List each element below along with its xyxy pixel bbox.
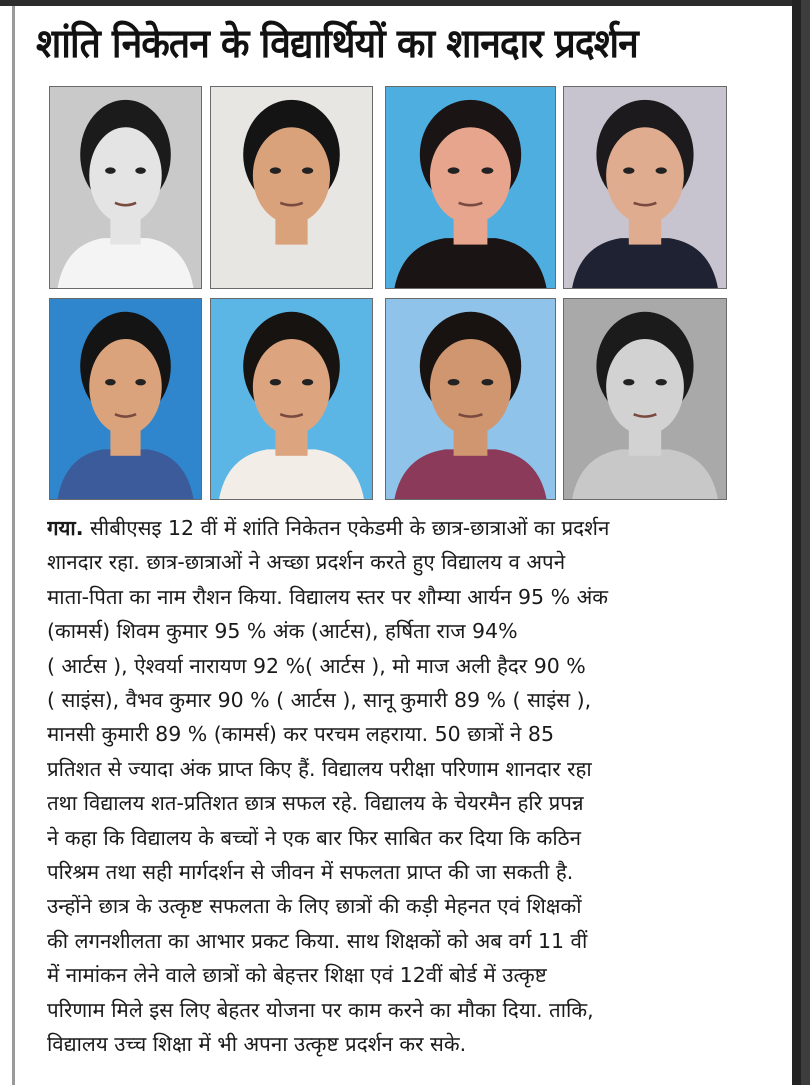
article-line: (कामर्स) शिवम कुमार 95 % अंक (आर्टस), हर्षिता राज 94%	[47, 619, 518, 644]
article-line-0	[47, 511, 729, 545]
article-line: ( साइंस), वैभव कुमार 90 % ( आर्टस ), सानू कुमारी 89 % ( साइंस ),	[47, 688, 592, 713]
headline: शांति निकेतन के विद्यार्थियों का शानदार प्रदर्शन	[36, 21, 638, 67]
student-photo	[49, 298, 202, 500]
portrait-eye	[302, 167, 313, 173]
student-photo	[49, 86, 202, 289]
portrait-eye	[656, 379, 667, 385]
portrait-face	[253, 127, 330, 223]
article-line: परिणाम मिले इस लिए बेहतर योजना पर काम करने का मौका दिया. ताकि,	[47, 997, 594, 1022]
portrait-graphic	[211, 299, 372, 499]
portrait-graphic	[386, 87, 555, 288]
student-photo	[210, 86, 373, 289]
portrait-face	[89, 127, 161, 223]
portrait-eye	[623, 167, 634, 173]
student-photo	[210, 298, 373, 500]
article-line: उन्होंने छात्र के उत्कृष्ट सफलता के लिए छात्रों की कड़ी मेहनत एवं शिक्षकों	[47, 894, 582, 919]
article-line: परिश्रम तथा सही मार्गदर्शन से जीवन में सफलता प्राप्त की जा सकती है.	[47, 860, 574, 885]
column-rule	[12, 6, 15, 1085]
article-line: विद्यालय उच्च शिक्षा में भी अपना उत्कृष्ट प्रदर्शन कर सके.	[47, 1032, 467, 1057]
portrait-eye	[448, 167, 460, 173]
viewer-background-edge	[792, 0, 801, 1085]
portrait-eye	[135, 379, 146, 385]
portrait-face	[253, 339, 330, 435]
article-text: सीबीएसइ 12 वीं में शांति निकेतन एकेडमी के छात्र-छात्राओं का प्रदर्शन	[83, 516, 610, 540]
article-line: ( आर्टस ), ऐश्वर्या नारायण 92 %( आर्टस ), मो माज अली हैदर 90 %	[47, 653, 586, 678]
article-line: की लगनशीलता का आभार प्रकट किया. साथ शिक्षकों को अब वर्ग 11 वीं	[47, 928, 588, 953]
student-photo	[385, 298, 556, 500]
portrait-graphic	[211, 87, 372, 288]
dateline: गया.	[47, 516, 84, 540]
portrait-eye	[481, 167, 493, 173]
portrait-eye	[270, 167, 281, 173]
article-line: मानसी कुमारी 89 % (कामर्स) कर परचम लहराया. 50 छात्रों ने 85	[47, 722, 555, 747]
portrait-eye	[105, 379, 116, 385]
portrait-face	[606, 339, 684, 435]
portrait-eye	[481, 379, 493, 385]
student-photo	[563, 298, 727, 500]
article-line: शानदार रहा. छात्र-छात्राओं ने अच्छा प्रदर्शन करते हुए विद्यालय व अपने	[47, 550, 566, 575]
portrait-face	[430, 339, 511, 435]
portrait-eye	[656, 167, 667, 173]
viewer-scrollbar-track[interactable]	[801, 0, 810, 1085]
portrait-eye	[302, 379, 313, 385]
portrait-face	[89, 339, 161, 435]
portrait-graphic	[564, 299, 726, 499]
article-line: ने कहा कि विद्यालय के बच्चों ने एक बार फिर साबित कर दिया कि कठिन	[47, 825, 581, 850]
portrait-eye	[270, 379, 281, 385]
portrait-graphic	[50, 299, 201, 499]
portrait-face	[430, 127, 511, 223]
portrait-graphic	[386, 299, 555, 499]
portrait-face	[606, 127, 684, 223]
portrait-eye	[448, 379, 460, 385]
student-photo	[563, 86, 727, 289]
article-body	[47, 511, 729, 1062]
top-dark-bar	[0, 0, 810, 6]
portrait-eye	[135, 167, 146, 173]
portrait-graphic	[564, 87, 726, 288]
article-line: में नामांकन लेने वाले छात्रों को बेहत्तर शिक्षा एवं 12वीं बोर्ड में उत्कृष्ट	[47, 963, 547, 988]
portrait-eye	[623, 379, 634, 385]
student-photo	[385, 86, 556, 289]
article-line: प्रतिशत से ज्यादा अंक प्राप्त किए हैं. विद्यालय परीक्षा परिणाम शानदार रहा	[47, 756, 592, 781]
portrait-graphic	[50, 87, 201, 288]
portrait-eye	[105, 167, 116, 173]
article-line: तथा विद्यालय शत-प्रतिशत छात्र सफल रहे. विद्यालय के चेयरमैन हरि प्रपन्न	[47, 791, 584, 816]
article-line: माता-पिता का नाम रौशन किया. विद्यालय स्तर पर शौम्या आर्यन 95 % अंक	[47, 584, 608, 609]
